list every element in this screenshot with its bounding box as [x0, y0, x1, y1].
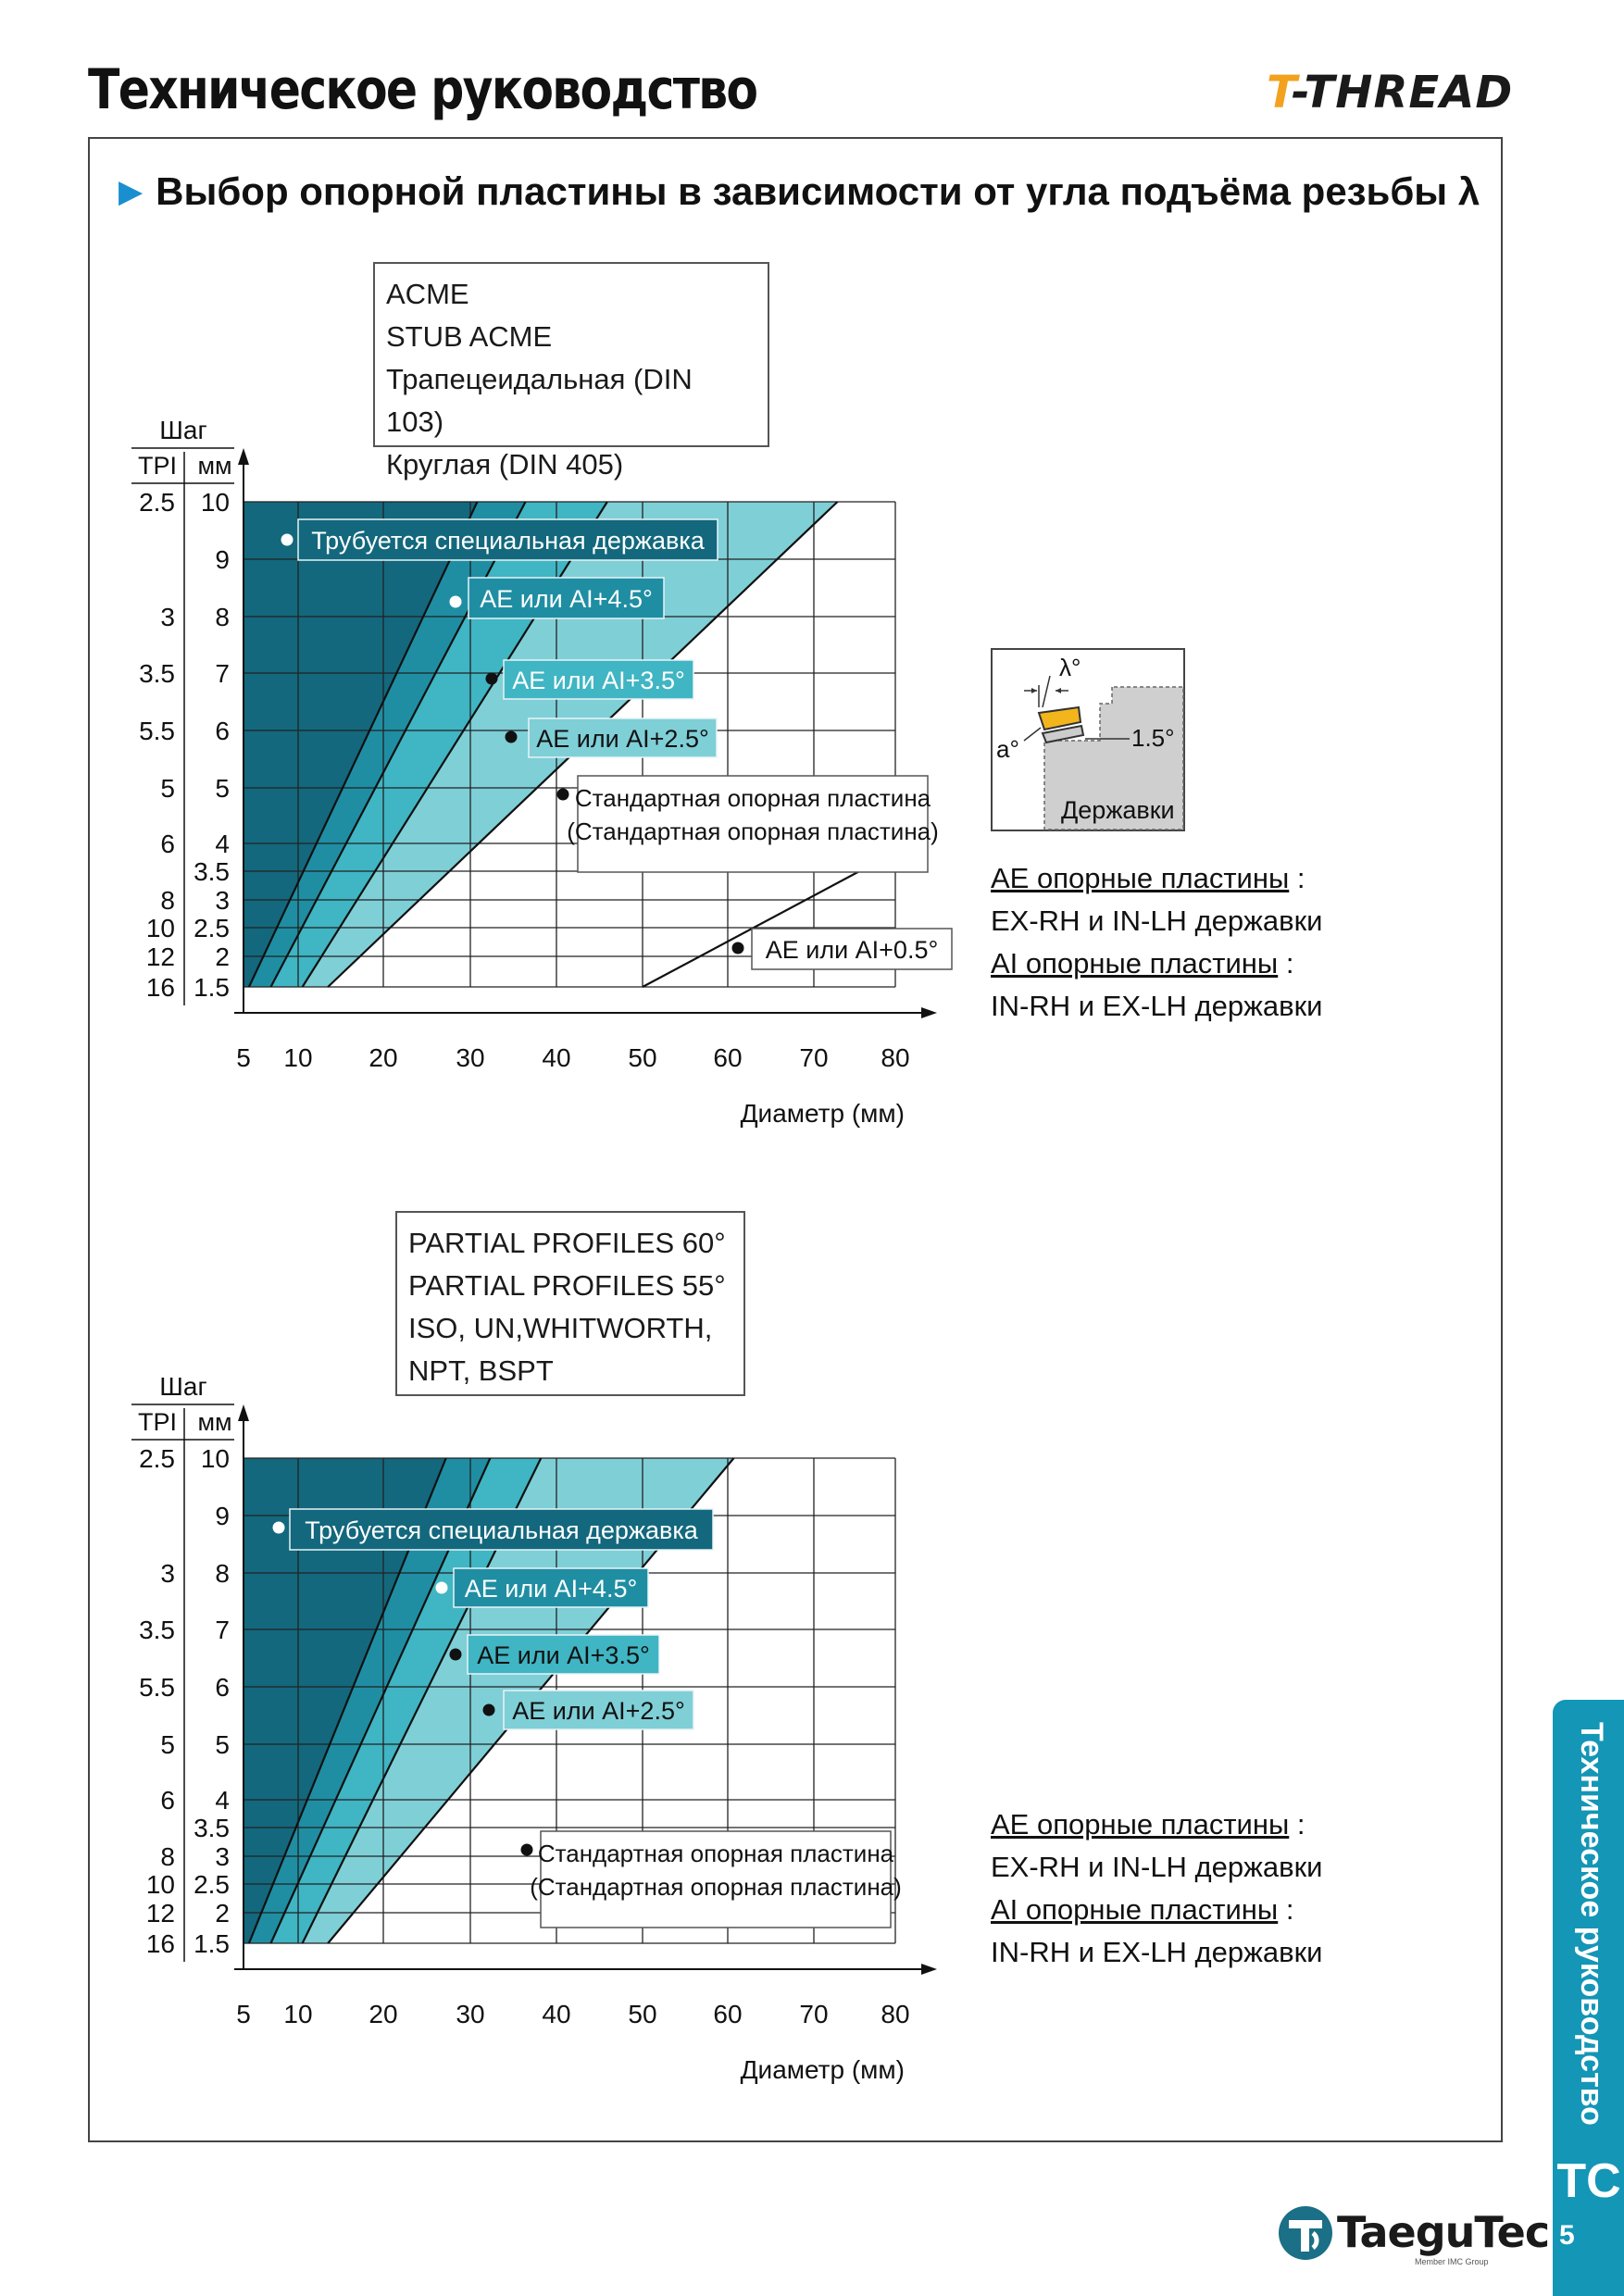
callout-label: AE или AI+0.5° — [765, 936, 939, 964]
page-title: Техническое руководство — [88, 57, 757, 122]
a-angle-label: a° — [996, 735, 1019, 763]
mm-tick-label: 4 — [215, 1786, 230, 1815]
section-code: TC — [1556, 2154, 1621, 2208]
callout-label: (Стандартная опорная пластина) — [567, 817, 939, 845]
callout-dot — [483, 1704, 495, 1716]
x-tick-label: 70 — [799, 2000, 829, 2028]
tpi-tick-label: 2.5 — [139, 1444, 175, 1473]
mm-tick-label: 6 — [215, 717, 230, 745]
mm-tick-label: 7 — [215, 659, 230, 688]
mm-tick-label: 5 — [215, 774, 230, 803]
pitch-label: Шаг — [159, 1372, 207, 1401]
brand-rest: -THREAD — [1291, 67, 1514, 119]
tpi-tick-label: 3.5 — [139, 1616, 175, 1644]
x-axis-arrow — [921, 1964, 937, 1975]
mm-tick-label: 2 — [215, 1899, 230, 1928]
mm-tick-label: 2 — [215, 942, 230, 971]
profile-item: STUB ACME — [386, 320, 553, 353]
x-tick-label: 60 — [713, 2000, 743, 2028]
mm-tick-label: 1.5 — [194, 973, 230, 1002]
profile-item: Круглая (DIN 405) — [386, 448, 624, 480]
side-tab-text: Техническое руководство — [1574, 1722, 1609, 2126]
tpi-tick-label: 8 — [160, 1842, 175, 1871]
mm-label: мм — [197, 1408, 232, 1436]
taegutec-logo-icon — [1276, 2203, 1335, 2263]
legend-block-1 — [991, 857, 1322, 1028]
ai-title: AI опорные пластины — [991, 947, 1279, 980]
callout-label: (Стандартная опорная пластина) — [530, 1873, 902, 1901]
x-tick-label: 10 — [283, 2000, 313, 2028]
mm-tick-label: 3 — [215, 1842, 230, 1871]
profile-item: NPT, BSPT — [408, 1354, 554, 1387]
x-tick-label: 20 — [369, 2000, 398, 2028]
taegutec-logo — [1276, 2203, 1550, 2268]
tpi-tick-label: 16 — [145, 1929, 175, 1958]
mm-tick-label: 6 — [215, 1673, 230, 1702]
logo-subtext: Member IMC Group — [1415, 2257, 1489, 2266]
mm-tick-label: 2.5 — [194, 1870, 230, 1899]
tpi-tick-label: 5 — [160, 774, 175, 803]
pitch-label: Шаг — [159, 416, 207, 444]
x-tick-label: 5 — [236, 1043, 251, 1072]
callout-label: Стандартная опорная пластина — [574, 784, 931, 812]
tpi-tick-label: 10 — [145, 914, 175, 942]
brand-prefix: T — [1267, 67, 1292, 119]
callout-label: AE или AI+4.5° — [464, 1575, 638, 1603]
profile-item: PARTIAL PROFILES 55° — [408, 1269, 726, 1302]
ae-text: EX-RH и IN-LH державки — [991, 905, 1323, 937]
x-tick-label: 50 — [628, 2000, 657, 2028]
mm-tick-label: 3.5 — [194, 857, 230, 886]
callout-label: AE или AI+3.5° — [512, 667, 685, 694]
ae-title: AE опорные пластины — [991, 1808, 1290, 1841]
mm-tick-label: 3.5 — [194, 1814, 230, 1842]
x-axis-label: Диаметр (мм) — [740, 1099, 905, 1128]
tpi-tick-label: 12 — [145, 942, 175, 971]
callout-label: Стандартная опорная пластина — [537, 1840, 894, 1867]
callout-dot — [273, 1522, 285, 1534]
tpi-tick-label: 12 — [145, 1899, 175, 1928]
mm-label: мм — [197, 452, 232, 480]
mm-tick-label: 8 — [215, 603, 230, 631]
tpi-tick-label: 3.5 — [139, 659, 175, 688]
profile-item: Трапецеидальная (DIN 103) — [386, 363, 693, 438]
tpi-tick-label: 2.5 — [139, 488, 175, 517]
profile-item: ACME — [386, 278, 469, 310]
tpi-tick-label: 10 — [145, 1870, 175, 1899]
mm-tick-label: 9 — [215, 545, 230, 574]
tpi-tick-label: 5.5 — [139, 1673, 175, 1702]
page-number: 5 — [1559, 2220, 1575, 2251]
mm-tick-label: 1.5 — [194, 1929, 230, 1958]
lambda-label: λ° — [1059, 654, 1081, 681]
tpi-tick-label: 5 — [160, 1730, 175, 1759]
y-axis-arrow — [238, 1404, 249, 1421]
colon: : — [1289, 862, 1305, 894]
tpi-tick-label: 8 — [160, 886, 175, 915]
legend-block-2 — [991, 1803, 1322, 1974]
callout-label: AE или AI+2.5° — [512, 1697, 685, 1725]
mm-tick-label: 7 — [215, 1616, 230, 1644]
x-tick-label: 30 — [456, 1043, 485, 1072]
mm-tick-label: 2.5 — [194, 914, 230, 942]
mm-tick-label: 10 — [200, 488, 230, 517]
x-tick-label: 20 — [369, 1043, 398, 1072]
mm-tick-label: 4 — [215, 830, 230, 858]
x-tick-label: 40 — [542, 2000, 571, 2028]
callout-label: AE или AI+2.5° — [536, 725, 709, 753]
tpi-tick-label: 3 — [160, 603, 175, 631]
triangle-bullet-icon: ▶ — [119, 174, 144, 209]
mm-tick-label: 8 — [215, 1559, 230, 1588]
ai-title: AI опорные пластины — [991, 1893, 1279, 1926]
profile-item: PARTIAL PROFILES 60° — [408, 1227, 726, 1259]
tpi-tick-label: 16 — [145, 973, 175, 1002]
x-axis-label: Диаметр (мм) — [740, 2055, 905, 2084]
ae-text: EX-RH и IN-LH державки — [991, 1851, 1323, 1883]
x-tick-label: 5 — [236, 2000, 251, 2028]
callout-dot — [436, 1582, 448, 1594]
x-tick-label: 60 — [713, 1043, 743, 1072]
mm-tick-label: 9 — [215, 1502, 230, 1530]
callout-label: AE или AI+3.5° — [477, 1641, 650, 1669]
tpi-tick-label: 3 — [160, 1559, 175, 1588]
mm-tick-label: 10 — [200, 1444, 230, 1473]
insert-diagram — [991, 648, 1185, 831]
callout-dot — [521, 1844, 533, 1856]
x-tick-label: 80 — [881, 1043, 910, 1072]
x-tick-label: 30 — [456, 2000, 485, 2028]
colon: : — [1289, 1808, 1305, 1841]
ai-text: IN-RH и EX-LH державки — [991, 1936, 1323, 1968]
x-tick-label: 10 — [283, 1043, 313, 1072]
callout-dot — [450, 1649, 462, 1661]
callout-label: AE или AI+4.5° — [480, 585, 653, 613]
tpi-tick-label: 6 — [160, 1786, 175, 1815]
tpi-label: TPI — [137, 1408, 178, 1436]
colon: : — [1278, 947, 1294, 980]
holder-label: Державки — [1061, 796, 1175, 824]
angle-label: 1.5° — [1131, 724, 1175, 752]
tpi-tick-label: 5.5 — [139, 717, 175, 745]
callout-label: Трубуется специальная державка — [305, 1516, 698, 1544]
ai-text: IN-RH и EX-LH державки — [991, 990, 1323, 1022]
callout-label: Трубуется специальная державка — [311, 527, 705, 555]
mm-tick-label: 5 — [215, 1730, 230, 1759]
profile-item: ISO, UN,WHITWORTH, — [408, 1312, 713, 1344]
tpi-tick-label: 6 — [160, 830, 175, 858]
x-tick-label: 50 — [628, 1043, 657, 1072]
colon: : — [1278, 1893, 1294, 1926]
section-heading-text: Выбор опорной пластины в зависимости от угла подъёма резьбы λ — [156, 169, 1480, 213]
logo-text: TaeguTec — [1337, 2207, 1550, 2257]
mm-tick-label: 3 — [215, 886, 230, 915]
x-tick-label: 70 — [799, 1043, 829, 1072]
x-tick-label: 40 — [542, 1043, 571, 1072]
tpi-label: TPI — [137, 452, 178, 480]
ae-title: AE опорные пластины — [991, 862, 1290, 894]
x-tick-label: 80 — [881, 2000, 910, 2028]
